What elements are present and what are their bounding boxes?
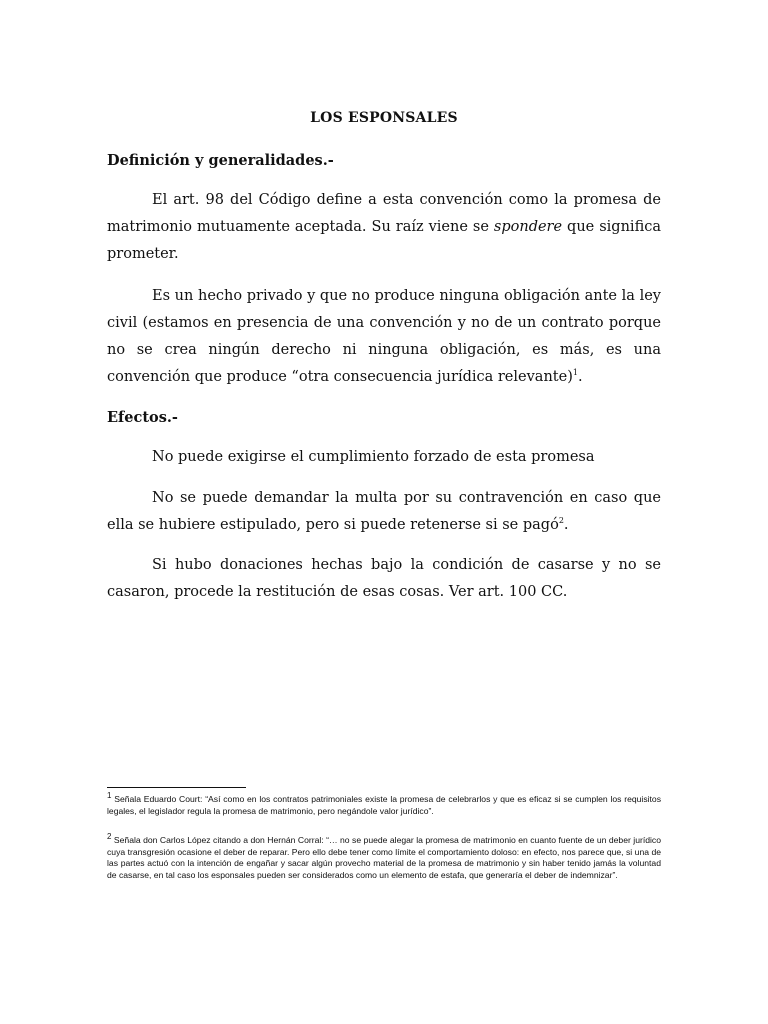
section-heading-definicion: Definición y generalidades.- — [107, 152, 334, 169]
section-heading-efectos: Efectos.- — [107, 409, 178, 426]
paragraph-hecho-privado — [107, 283, 661, 391]
italic-term: spondere — [493, 219, 563, 235]
paragraph-efecto-2 — [107, 485, 661, 539]
paragraph-text: Es un hecho privado y que no produce ninguna obligación ante la ley civil (estamos en presencia de una convención y no de un contrato porque no se crea ningún derecho ni ninguna obligación, es más, es una convención que produce “otra consecuencia jurídica relevante) — [107, 288, 661, 385]
paragraph-text: . — [577, 369, 583, 385]
footnote-divider — [107, 787, 246, 788]
footnote-number: 2 — [107, 832, 112, 842]
footnote-ref-1[interactable]: 1 — [572, 368, 578, 378]
paragraph-efecto-1: No puede exigirse el cumplimiento forzado de esta promesa — [152, 449, 595, 465]
footnote-number: 1 — [107, 791, 112, 801]
footnote-text: Señala don Carlos López citando a don Hernán Corral: “… no se puede alegar la promesa de matrimonio en cuanto fuente de un deber jurídico cuya transgresión ocasione el deber de reparar. Pero ello debe tener como límite el comportamiento doloso: en efecto, nos parece que, si una de las partes actuó con la intención de engañar y sacar algún provecho material de la promesa de matrimonio y sin haber tenido jamás la voluntad de casarse, en tal caso los esponsales pueden ser considerados como un elemento de estafa, que generaría el deber de indemnizar”. — [107, 835, 661, 880]
paragraph-text: . — [563, 517, 569, 533]
paragraph-text: que significa prometer. — [107, 219, 662, 262]
footnote-1 — [107, 791, 661, 817]
paragraph-text: El art. 98 del Código define a esta convención como la promesa de matrimonio mutuamente aceptada. Su raíz viene se — [107, 192, 661, 235]
paragraph-efecto-3: Si hubo donaciones hechas bajo la condición de casarse y no se casaron, procede la restitución de esas cosas. Ver art. 100 CC. — [107, 557, 661, 600]
footnote-text: Señala Eduardo Court: “Así como en los contratos patrimoniales existe la promesa de celebrarlos y que es eficaz si se cumplen los requisitos legales, el legislador regula la promesa de matrimonio, pero negándole valor jurídico”. — [107, 794, 661, 816]
paragraph-text: No se puede demandar la multa por su contravención en caso que ella se hubiere estipulado, pero si puede retenerse si se pagó — [107, 490, 661, 533]
footnote-ref-2[interactable]: 2 — [558, 516, 564, 526]
paragraph-definicion — [107, 187, 661, 268]
footnote-2 — [107, 832, 661, 881]
document-title: LOS ESPONSALES — [310, 110, 458, 126]
